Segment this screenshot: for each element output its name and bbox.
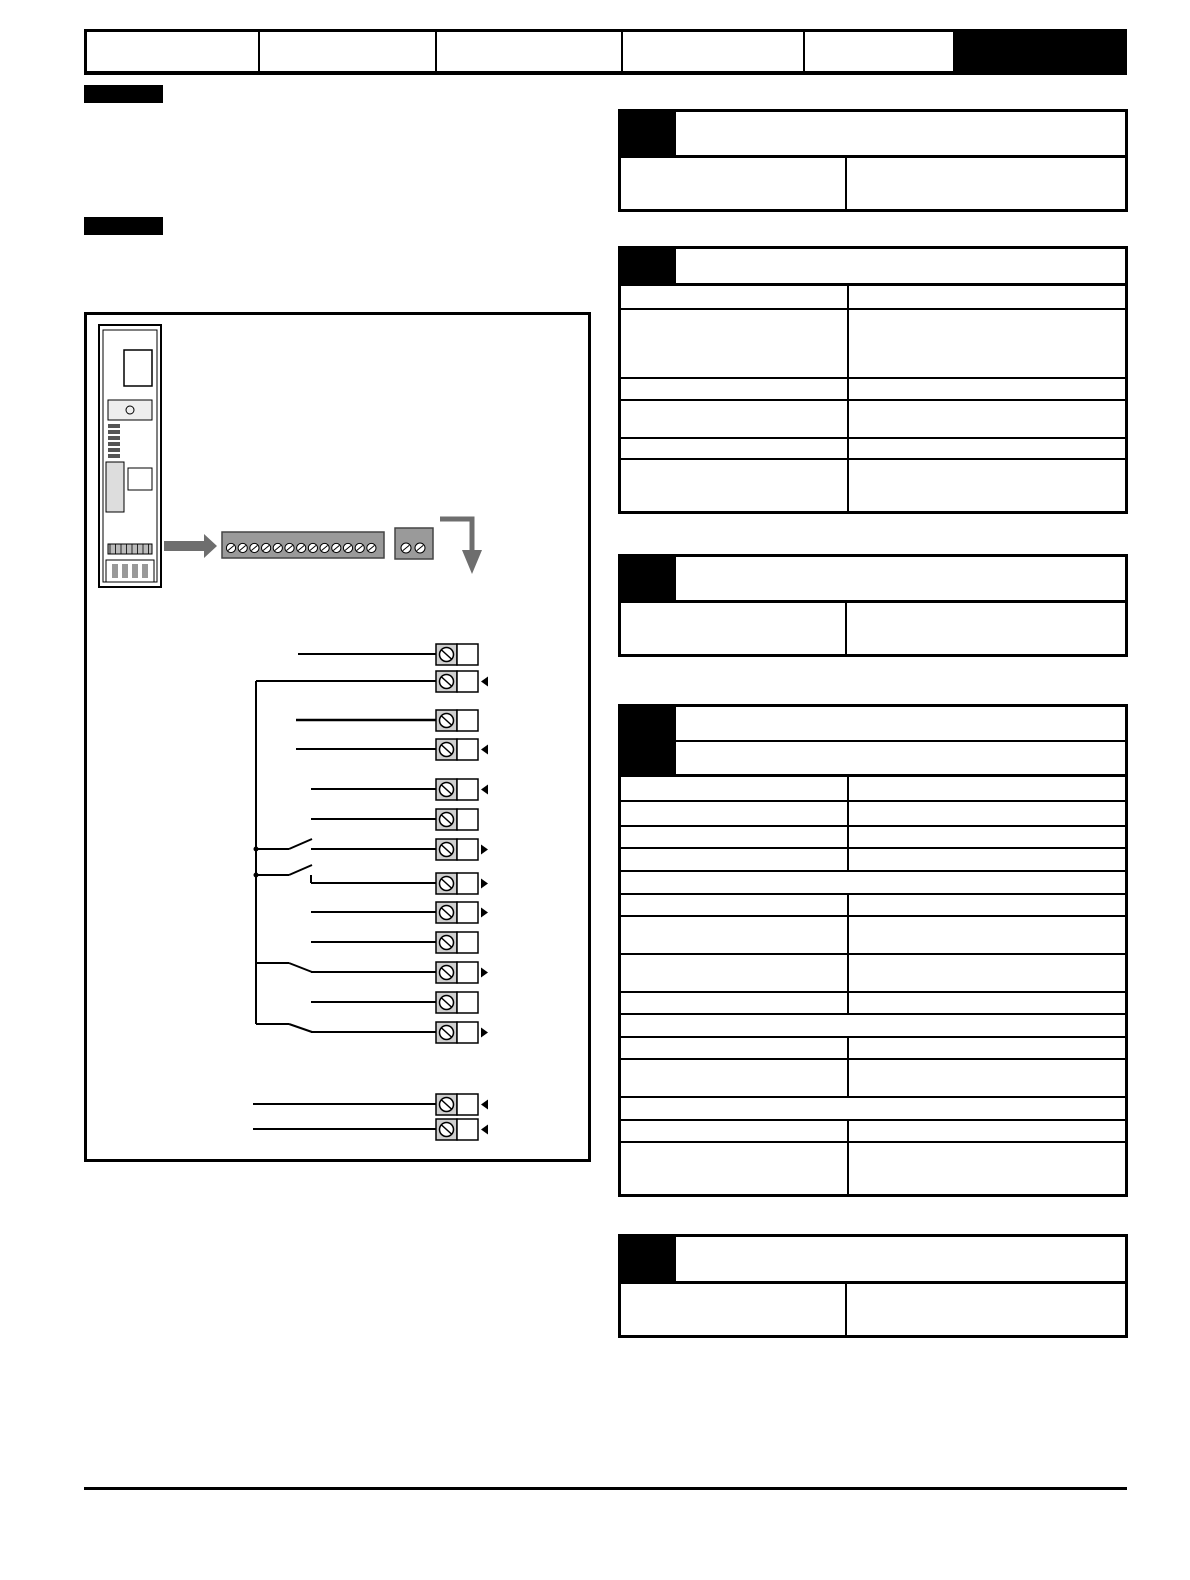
table-divider (847, 893, 849, 1013)
signal-output-arrow (481, 845, 488, 855)
signal-input-arrow (481, 677, 488, 687)
terminal-wiring (253, 654, 436, 1129)
drive-base-pin (112, 564, 118, 578)
table-rule (621, 399, 1125, 401)
param-table-1 (618, 109, 1128, 212)
terminal-label-cell (457, 710, 478, 731)
terminal-label-cell (457, 992, 478, 1013)
section-marker-2 (84, 217, 163, 235)
table-rule (676, 740, 1125, 742)
table-divider (847, 285, 849, 511)
table-divider (847, 1119, 849, 1194)
table-rule (621, 825, 1125, 827)
wire-junction (254, 847, 259, 852)
signal-output-arrow (481, 879, 488, 889)
header-tab-4[interactable] (623, 32, 805, 71)
header-tab-3[interactable] (437, 32, 623, 71)
terminal-label-cell (457, 932, 478, 953)
table-rule (621, 1096, 1125, 1098)
table-rule (621, 774, 1125, 777)
table-rule (621, 283, 1125, 286)
table-rule (621, 1119, 1125, 1121)
table-divider (845, 1283, 847, 1335)
terminal-label-cell (457, 902, 478, 923)
table-rule (621, 1141, 1125, 1143)
drive-label-plate (128, 468, 152, 490)
section-marker-1 (84, 85, 163, 103)
table-rule (621, 1058, 1125, 1060)
table-divider (845, 602, 847, 654)
table-rule (621, 800, 1125, 802)
drive-card-slot (106, 462, 124, 512)
bend-arrow-head (462, 550, 482, 574)
switch-contact (289, 1024, 312, 1032)
signal-input-arrow (481, 1125, 488, 1135)
signal-input-arrow (481, 1100, 488, 1110)
param-table-3 (618, 554, 1128, 657)
table-corner-block (621, 557, 676, 601)
drive-vent-slot (108, 424, 120, 428)
terminal-blocks (436, 644, 488, 1140)
table-rule (621, 847, 1125, 849)
table-corner-block (621, 1237, 676, 1282)
drive-keypad (108, 400, 152, 420)
header-tab-active[interactable] (955, 32, 1124, 71)
header-tab-2[interactable] (260, 32, 437, 71)
switch-contact (289, 963, 312, 972)
table-divider (847, 776, 849, 870)
table-rule (621, 458, 1125, 460)
table-rule (621, 155, 1125, 158)
param-table-2 (618, 246, 1128, 514)
drive-terminal-row (108, 544, 152, 554)
table-rule (621, 600, 1125, 603)
table-rule (621, 1013, 1125, 1015)
switch-contact (289, 865, 312, 875)
table-rule (621, 953, 1125, 955)
signal-output-arrow (481, 1028, 488, 1038)
table-rule (621, 893, 1125, 895)
table-rule (621, 308, 1125, 310)
wiring-diagram (84, 312, 591, 1162)
table-divider (847, 1036, 849, 1096)
terminal-label-cell (457, 644, 478, 665)
relay-connector-strip (395, 528, 433, 559)
table-rule (621, 377, 1125, 379)
terminal-label-cell (457, 739, 478, 760)
terminal-label-cell (457, 1119, 478, 1140)
table-corner-block (621, 249, 676, 285)
switch-contact (289, 839, 312, 849)
drive-vent-slot (108, 442, 120, 446)
drive-vent-slot (108, 430, 120, 434)
terminal-label-cell (457, 671, 478, 692)
drive-base-pin (132, 564, 138, 578)
terminal-label-cell (457, 839, 478, 860)
signal-input-arrow (481, 785, 488, 795)
table-corner-block (621, 112, 676, 156)
table-rule (621, 437, 1125, 439)
signal-output-arrow (481, 908, 488, 918)
drive-vent-slot (108, 448, 120, 452)
signal-output-arrow (481, 968, 488, 978)
terminal-label-cell (457, 1022, 478, 1043)
terminal-label-cell (457, 809, 478, 830)
pointer-arrow (164, 534, 217, 558)
drive-base-pin (142, 564, 148, 578)
table-rule (621, 1036, 1125, 1038)
header-tab-5[interactable] (805, 32, 955, 71)
footer-rule (84, 1487, 1127, 1490)
header-tab-1[interactable] (87, 32, 260, 71)
drive-unit-illustration (99, 325, 161, 587)
bend-arrow-shaft (440, 519, 472, 552)
terminal-label-cell (457, 779, 478, 800)
table-divider (845, 157, 847, 209)
table-rule (621, 1281, 1125, 1284)
table-rule (621, 870, 1125, 872)
control-connector-illustration (164, 519, 482, 574)
table-rule (621, 915, 1125, 917)
header-tab-bar (84, 29, 1127, 75)
table-corner-block (621, 707, 676, 775)
signal-input-arrow (481, 745, 488, 755)
drive-vent-slot (108, 436, 120, 440)
param-table-4 (618, 704, 1128, 1197)
table-rule (621, 991, 1125, 993)
wire-junction (254, 873, 259, 878)
param-table-5 (618, 1234, 1128, 1338)
drive-vent-slot (108, 454, 120, 458)
drive-base-pin (122, 564, 128, 578)
terminal-label-cell (457, 873, 478, 894)
terminal-label-cell (457, 1094, 478, 1115)
terminal-label-cell (457, 962, 478, 983)
